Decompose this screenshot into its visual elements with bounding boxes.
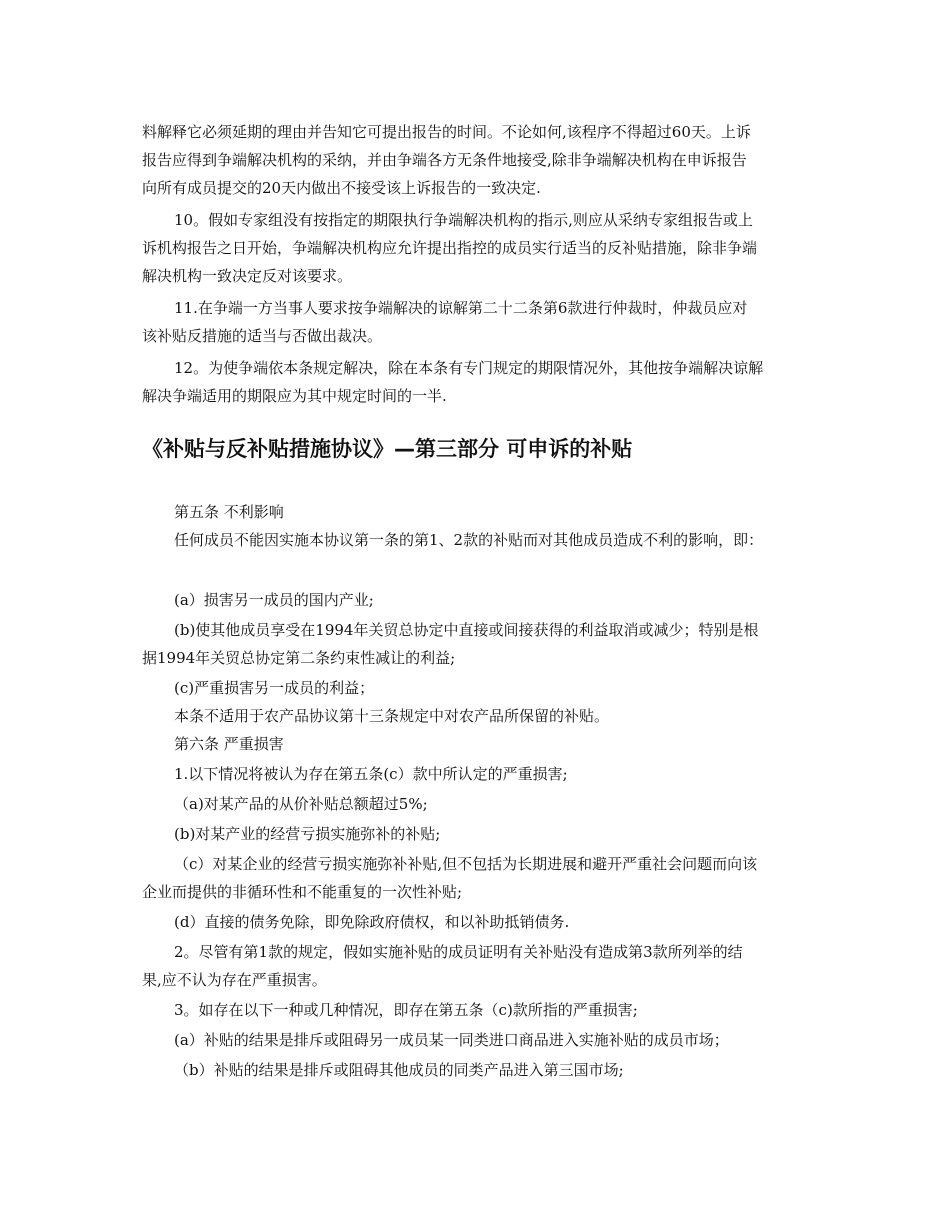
article-6-title: 第六条 严重损害 bbox=[174, 735, 284, 753]
body-line: 本条不适用于农产品协议第十三条规定中对农产品所保留的补贴。 bbox=[174, 707, 610, 725]
article-11-line: 11.在争端一方当事人要求按争端解决的谅解第二十二条第6款进行仲裁时，仲裁员应对 bbox=[174, 299, 748, 317]
list-item-a: (a）损害另一成员的国内产业; bbox=[174, 591, 374, 609]
article-10-line: 10。假如专家组没有按指定的期限执行争端解决机构的指示,则应从采纳专家组报告或上 bbox=[174, 211, 753, 229]
body-line: 向所有成员提交的20天内做出不接受该上诉报告的一致决定. bbox=[142, 179, 541, 197]
body-line: 任何成员不能因实施本协议第一条的第1、2款的补贴而对其他成员造成不利的影响，即： bbox=[174, 531, 764, 549]
body-line: 解决争端适用的期限应为其中规定时间的一半. bbox=[142, 387, 447, 405]
body-line: 报告应得到争端解决机构的采纳，并由争端各方无条件地接受,除非争端解决机构在申诉报告 bbox=[142, 151, 747, 169]
body-line: 据1994年关贸总协定第二条约束性减让的利益; bbox=[142, 649, 456, 667]
body-line: 企业而提供的非循环性和不能重复的一次性补贴; bbox=[142, 883, 463, 901]
body-line: 果,应不认为存在严重损害。 bbox=[142, 971, 327, 989]
list-item-c: （c）对某企业的经营亏损实施弥补补贴,但不包括为长期进展和避开严重社会问题而向该 bbox=[174, 855, 758, 873]
body-line: 2。尽管有第1款的规定，假如实施补贴的成员证明有关补贴没有造成第3款所列举的结 bbox=[174, 943, 743, 961]
body-line: 料解释它必须延期的理由并告知它可提出报告的时间。不论如何,该程序不得超过60天。上诉 bbox=[142, 123, 751, 141]
list-item-d: (d）直接的债务免除，即免除政府债权，和以补助抵销债务. bbox=[174, 913, 570, 931]
body-line: 1.以下情况将被认为存在第五条(c）款中所认定的严重损害; bbox=[174, 765, 568, 783]
body-line: 解决机构一致决定反对该要求。 bbox=[142, 267, 353, 285]
list-item-b: (b)使其他成员享受在1994年关贸总协定中直接或间接获得的利益取消或减少；特别是根 bbox=[174, 621, 759, 639]
list-item-c: (c)严重损害另一成员的利益； bbox=[174, 679, 375, 697]
body-line: 该补贴反措施的适当与否做出裁决。 bbox=[142, 327, 383, 345]
list-item-b: （b）补贴的结果是排斥或阻碍其他成员的同类产品进入第三国市场; bbox=[174, 1061, 624, 1079]
article-12-line: 12。为使争端依本条规定解决，除在本条有专门规定的期限情况外，其他按争端解决谅解 bbox=[174, 359, 764, 377]
list-item-a: （a)对某产品的从价补贴总额超过5%; bbox=[174, 795, 428, 813]
article-5-title: 第五条 不利影响 bbox=[174, 503, 284, 521]
list-item-b: (b)对某产业的经营亏损实施弥补的补贴; bbox=[174, 825, 441, 843]
body-line: 3。如存在以下一种或几种情况，即存在第五条（c)款所指的严重损害; bbox=[174, 1001, 638, 1019]
list-item-a: (a）补贴的结果是排斥或阻碍另一成员某一同类进口商品进入实施补贴的成员市场； bbox=[174, 1031, 729, 1049]
body-line: 诉机构报告之日开始，争端解决机构应允许提出指控的成员实行适当的反补贴措施，除非争端 bbox=[142, 239, 758, 257]
section-heading: 《补贴与反补贴措施协议》—第三部分 可申诉的补贴 bbox=[142, 437, 633, 461]
